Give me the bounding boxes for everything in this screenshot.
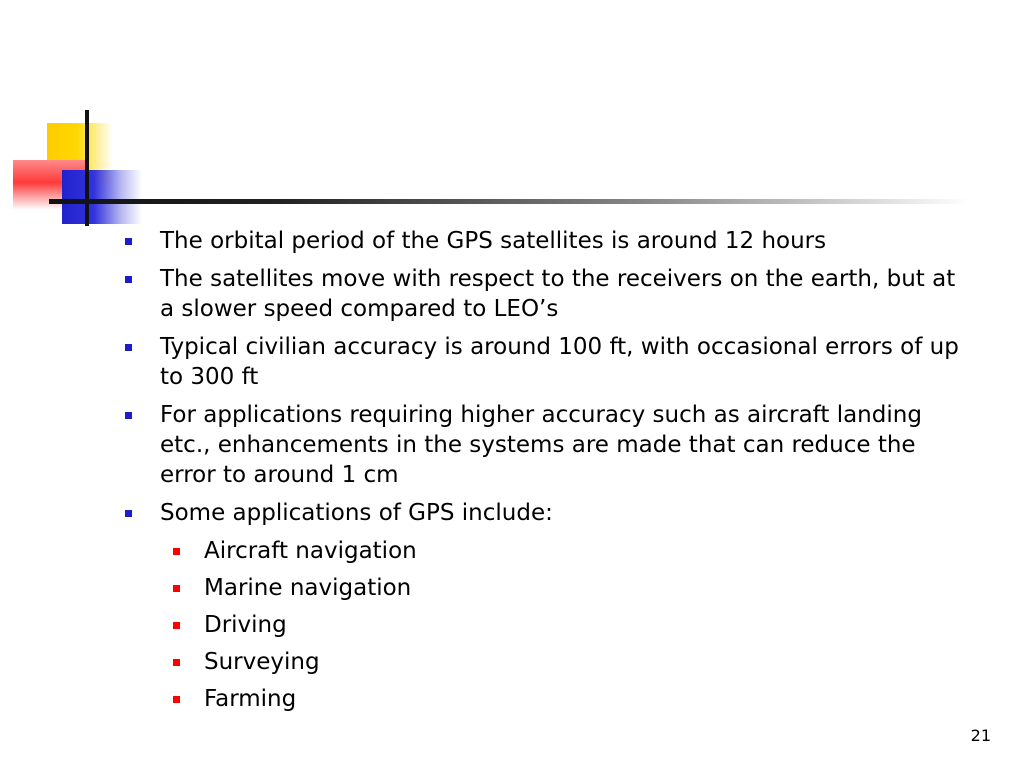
bullet-text: Some applications of GPS include:: [160, 500, 553, 526]
red-square-bullet-icon: [173, 622, 180, 629]
bullet-text: The orbital period of the GPS satellites is around 12 hours: [160, 228, 827, 254]
square-bullet-icon: [125, 238, 132, 245]
red-square-bullet-icon: [173, 659, 180, 666]
bullet-item: [120, 400, 980, 490]
logo-vertical-line: [85, 110, 89, 226]
square-bullet-icon: [125, 412, 132, 419]
sub-bullet-text: Farming: [204, 686, 297, 712]
square-bullet-icon: [125, 344, 132, 351]
page-number: 21: [970, 726, 991, 745]
red-square-bullet-icon: [173, 696, 180, 703]
bullet-item: [120, 264, 980, 324]
sub-bullet-item: [120, 536, 980, 566]
bullet-item: [120, 498, 980, 528]
bullet-list: [120, 226, 980, 714]
red-square-bullet-icon: [173, 585, 180, 592]
sub-bullet-text: Aircraft navigation: [204, 538, 417, 564]
bullet-item: [120, 332, 980, 392]
sub-bullet-text: Marine navigation: [204, 575, 412, 601]
sub-bullet-item: [120, 573, 980, 603]
slide-content: [120, 226, 980, 721]
logo-blue-square: [62, 170, 142, 224]
title-divider-line: [49, 199, 969, 204]
sub-bullet-item: [120, 647, 980, 677]
sub-bullet-text: Driving: [204, 612, 287, 638]
bullet-text: For applications requiring higher accuracy such as aircraft landing etc., enhancements in the systems are made that can reduce the error to around 1 cm: [160, 402, 922, 488]
bullet-item: [120, 226, 980, 256]
sub-bullet-item: [120, 610, 980, 640]
sub-bullet-text: Surveying: [204, 649, 320, 675]
square-bullet-icon: [125, 510, 132, 517]
red-square-bullet-icon: [173, 548, 180, 555]
square-bullet-icon: [125, 276, 132, 283]
bullet-text: Typical civilian accuracy is around 100 ft, with occasional errors of up to 300 ft: [160, 334, 959, 390]
bullet-text: The satellites move with respect to the receivers on the earth, but at a slower speed compared to LEO’s: [160, 266, 956, 322]
sub-bullet-item: [120, 684, 980, 714]
decorative-logo: [0, 0, 1024, 240]
